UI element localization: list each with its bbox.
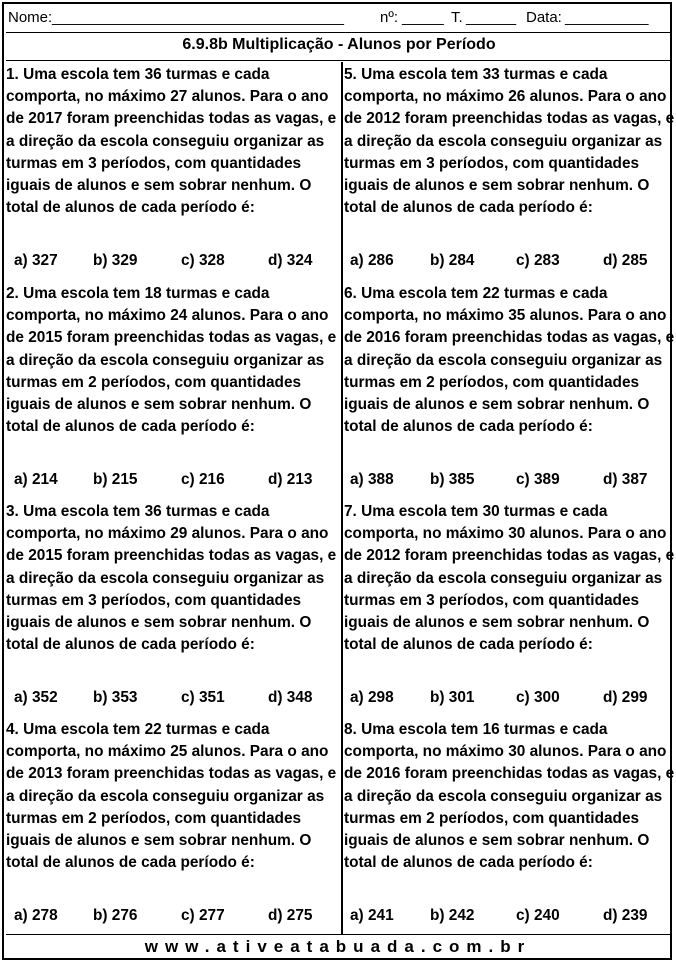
option-b[interactable]: b) 284 bbox=[430, 252, 475, 269]
option-b[interactable]: b) 329 bbox=[93, 252, 138, 269]
title-divider bbox=[6, 60, 672, 61]
option-a[interactable]: a) 327 bbox=[14, 252, 58, 269]
option-a[interactable]: a) 388 bbox=[350, 471, 394, 488]
option-a[interactable]: a) 278 bbox=[14, 907, 58, 924]
option-c[interactable]: c) 277 bbox=[181, 907, 225, 924]
question-7: 7. Uma escola tem 30 turmas e cada comporta, no máximo 30 alunos. Para o ano de 2012 foram preenchidas todas as vagas, e a direção da escola conseguiu organizar as turmas em 3 períodos, com quantidades iguais de alunos e sem sobrar nenhum. O total de alunos de cada período é: bbox=[344, 503, 675, 654]
date-label: Data: bbox=[526, 9, 562, 26]
question-1: 1. Uma escola tem 36 turmas e cada comporta, no máximo 27 alunos. Para o ano de 2017 foram preenchidas todas as vagas, e a direção da escola conseguiu organizar as turmas em 3 períodos, com quantidades iguais de alunos e sem sobrar nenhum. O total de alunos de cada período é: bbox=[6, 66, 337, 217]
option-a[interactable]: a) 352 bbox=[14, 689, 58, 706]
option-a[interactable]: a) 214 bbox=[14, 471, 58, 488]
option-c[interactable]: c) 216 bbox=[181, 471, 225, 488]
option-d[interactable]: d) 348 bbox=[268, 689, 313, 706]
option-c[interactable]: c) 283 bbox=[516, 252, 560, 269]
option-c[interactable]: c) 328 bbox=[181, 252, 225, 269]
site-url: www.ativeatabuada.com.br bbox=[144, 937, 532, 956]
option-c[interactable]: c) 300 bbox=[516, 689, 560, 706]
class-line[interactable]: ______ bbox=[466, 9, 517, 26]
option-b[interactable]: b) 385 bbox=[430, 471, 475, 488]
question-4: 4. Uma escola tem 22 turmas e cada comporta, no máximo 25 alunos. Para o ano de 2013 foram preenchidas todas as vagas, e a direção da escola conseguiu organizar as turmas em 2 períodos, com quantidades iguais de alunos e sem sobrar nenhum. O total de alunos de cada período é: bbox=[6, 721, 337, 872]
name-label: Nome: bbox=[8, 9, 53, 26]
number-label: nº: bbox=[380, 9, 398, 26]
student-header bbox=[8, 9, 668, 29]
question-5: 5. Uma escola tem 33 turmas e cada comporta, no máximo 26 alunos. Para o ano de 2012 foram preenchidas todas as vagas, e a direção da escola conseguiu organizar as turmas em 3 períodos, com quantidades iguais de alunos e sem sobrar nenhum. O total de alunos de cada período é: bbox=[344, 66, 675, 217]
option-c[interactable]: c) 240 bbox=[516, 907, 560, 924]
page-title: 6.9.8b Multiplicação - Alunos por Período bbox=[182, 36, 496, 53]
option-d[interactable]: d) 299 bbox=[603, 689, 648, 706]
question-2: 2. Uma escola tem 18 turmas e cada comporta, no máximo 24 alunos. Para o ano de 2015 foram preenchidas todas as vagas, e a direção da escola conseguiu organizar as turmas em 2 períodos, com quantidades iguais de alunos e sem sobrar nenhum. O total de alunos de cada período é: bbox=[6, 285, 337, 436]
option-d[interactable]: d) 387 bbox=[603, 471, 648, 488]
option-a[interactable]: a) 286 bbox=[350, 252, 394, 269]
worksheet bbox=[2, 2, 675, 960]
option-b[interactable]: b) 242 bbox=[430, 907, 475, 924]
option-b[interactable]: b) 276 bbox=[93, 907, 138, 924]
option-d[interactable]: d) 324 bbox=[268, 252, 313, 269]
column-divider bbox=[341, 62, 343, 934]
option-b[interactable]: b) 301 bbox=[430, 689, 475, 706]
option-b[interactable]: b) 353 bbox=[93, 689, 138, 706]
name-line[interactable]: ___________________________________ bbox=[52, 9, 344, 26]
class-label: T. bbox=[451, 9, 463, 26]
question-8: 8. Uma escola tem 16 turmas e cada comporta, no máximo 30 alunos. Para o ano de 2016 foram preenchidas todas as vagas, e a direção da escola conseguiu organizar as turmas em 2 períodos, com quantidades iguais de alunos e sem sobrar nenhum. O total de alunos de cada período é: bbox=[344, 721, 675, 872]
footer-divider bbox=[6, 934, 672, 935]
option-b[interactable]: b) 215 bbox=[93, 471, 138, 488]
number-line[interactable]: _____ bbox=[402, 9, 444, 26]
option-a[interactable]: a) 241 bbox=[350, 907, 394, 924]
option-d[interactable]: d) 239 bbox=[603, 907, 648, 924]
header-divider bbox=[6, 32, 672, 33]
option-c[interactable]: c) 351 bbox=[181, 689, 225, 706]
option-d[interactable]: d) 285 bbox=[603, 252, 648, 269]
option-a[interactable]: a) 298 bbox=[350, 689, 394, 706]
question-6: 6. Uma escola tem 22 turmas e cada comporta, no máximo 35 alunos. Para o ano de 2016 foram preenchidas todas as vagas, e a direção da escola conseguiu organizar as turmas em 2 períodos, com quantidades iguais de alunos e sem sobrar nenhum. O total de alunos de cada período é: bbox=[344, 285, 675, 436]
option-d[interactable]: d) 213 bbox=[268, 471, 313, 488]
question-3: 3. Uma escola tem 36 turmas e cada comporta, no máximo 29 alunos. Para o ano de 2015 foram preenchidas todas as vagas, e a direção da escola conseguiu organizar as turmas em 3 períodos, com quantidades iguais de alunos e sem sobrar nenhum. O total de alunos de cada período é: bbox=[6, 503, 337, 654]
date-line[interactable]: __________ bbox=[565, 9, 649, 26]
option-d[interactable]: d) 275 bbox=[268, 907, 313, 924]
option-c[interactable]: c) 389 bbox=[516, 471, 560, 488]
